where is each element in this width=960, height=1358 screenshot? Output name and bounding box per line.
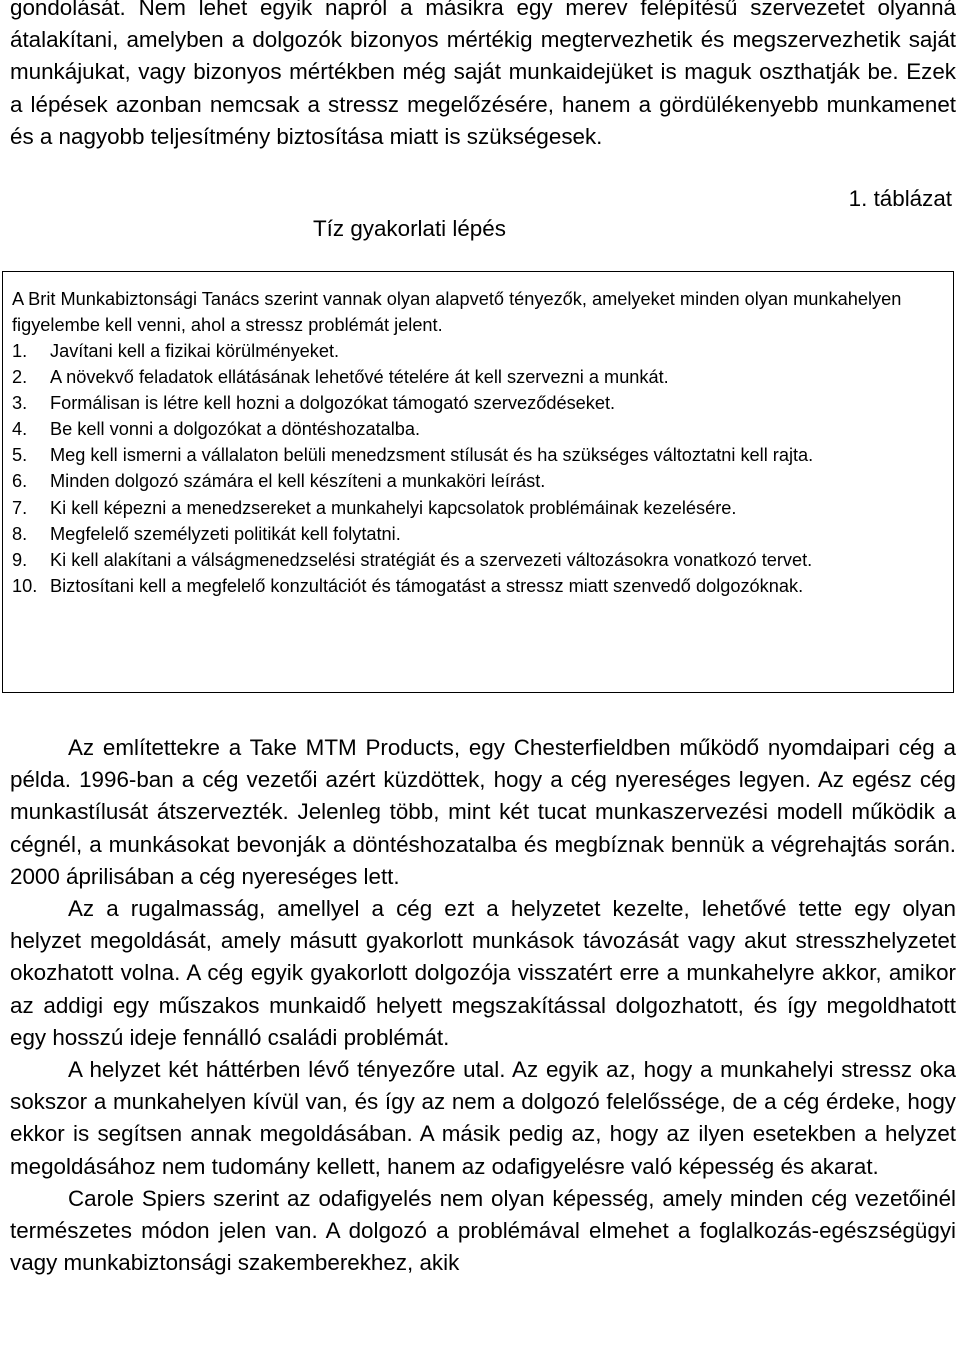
list-item [12,416,944,442]
body-paragraph: Carole Spiers szerint az odafigyelés nem olyan képesség, amely minden cég vezetőinél természetes módon jelen van. A dolgozó a problémával elmehet a foglalkozás-egészségügyi vagy munkabiztonsági szakemberekhez, akik [10,1185,956,1276]
list-item [12,390,944,416]
step-text: Minden dolgozó számára el kell készíteni a munkaköri leírást. [50,471,546,492]
step-number: 9. [12,549,28,570]
step-text: Formálisan is létre kell hozni a dolgozókat támogató szerveződéseket. [50,393,616,414]
step-number: 8. [12,523,28,544]
step-number: 6. [12,471,28,492]
intro-paragraph: gondolását. Nem lehet egyik napról a másikra egy merev felépítésű szervezetet olyanná átalakítani, amelyben a dolgozók bizonyos mértékig megtervezhetik és megszervezhetik saját munkájukat, vagy bizonyos mértékben még saját munkaidejüket is maguk oszthatják be. Ezek a lépések azonban nemcsak a stressz megelőzésére, hanem a gördülékenyebb munkamenet és a nagyobb teljesítmény biztosítása miatt is szükségesek. [10,0,956,149]
step-text: Javítani kell a fizikai körülményeket. [50,341,340,361]
steps-box [2,271,954,693]
step-text: Meg kell ismerni a vállalaton belüli menedzsment stílusát és ha szükséges változtatni kell rajta. [50,445,814,466]
step-number: 1. [12,341,28,361]
body-paragraph: Az a rugalmasság, amellyel a cég ezt a helyzetet kezelte, lehetővé tette egy olyan helyzet megoldását, amely másutt gyakorlott munkások távozását vagy akut stresszhelyzetet okozhatott volna. A cég egyik gyakorlott dolgozója visszatért erre a munkahelyre akkor, amikor az addigi egy műszakos munkaidő helyett megszakítással dolgozhatott, és így megoldhatott egy hosszú ideje fennálló családi problémát. [10,896,956,1050]
steps-list [12,338,944,599]
step-text: Megfelelő személyzeti politikát kell folytatni. [50,523,401,544]
step-text: Biztosítani kell a megfelelő konzultációt és támogatást a stressz miatt szenvedő dolgozóknak. [50,575,804,596]
step-number: 3. [12,393,28,414]
list-item [12,547,944,573]
box-intro: A Brit Munkabiztonsági Tanács szerint vannak olyan alapvető tényezők, amelyeket minden olyan munkahelyen figyelembe kell venni, ahol a stressz problémát jelent. [12,289,902,335]
step-number: 5. [12,445,28,466]
list-item [12,338,944,364]
intro-text [10,0,956,153]
body-paragraph: A helyzet két háttérben lévő tényezőre utal. Az egyik az, hogy a munkahelyi stressz oka sokszor a munkahelyen kívül van, és így az nem a dolgozó felelőssége, de a cég érdeke, hogy ekkor is segítsen annak megoldásában. A másik pedig az, hogy az ilyen esetekben a helyzet megoldásához nem tudomány kellett, hanem az odafigyelésre való képesség és akarat. [10,1057,956,1179]
list-item [12,573,944,599]
list-item [12,364,944,390]
step-text: Ki kell alakítani a válságmenedzselési stratégiát és a szervezeti változásokra vonatkozó tervet. [50,549,813,570]
step-number: 7. [12,497,28,518]
step-text: Ki kell képezni a menedzsereket a munkahelyi kapcsolatok problémáinak kezelésére. [50,497,737,518]
list-item [12,468,944,494]
body-paragraph: Az említettekre a Take MTM Products, egy Chesterfieldben működő nyomdaipari cég a példa. 1996-ban a cég vezetői azért küzdöttek, hogy a cég nyereséges legyen. Az egész cég munkastílusát átszervezték. Jelenleg több, mint két tucat munkaszervezési modell működik a cégnél, a munkásokat bevonják a döntéshozatalba és megbíznak bennük a végrehajtás során. 2000 áprilisában a cég nyereséges lett. [10,735,956,889]
list-item [12,495,944,521]
step-number: 2. [12,367,28,388]
table-title: Tíz gyakorlati lépés [313,216,506,241]
list-item [12,442,944,468]
step-number: 10. [12,575,38,596]
body-text [10,732,956,1279]
step-number: 4. [12,419,28,440]
step-text: Be kell vonni a dolgozókat a döntéshozatalba. [50,419,421,440]
table-label: 1. táblázat [848,186,952,211]
list-item [12,521,944,547]
step-text: A növekvő feladatok ellátásának lehetővé tételére át kell szervezni a munkát. [50,367,669,388]
